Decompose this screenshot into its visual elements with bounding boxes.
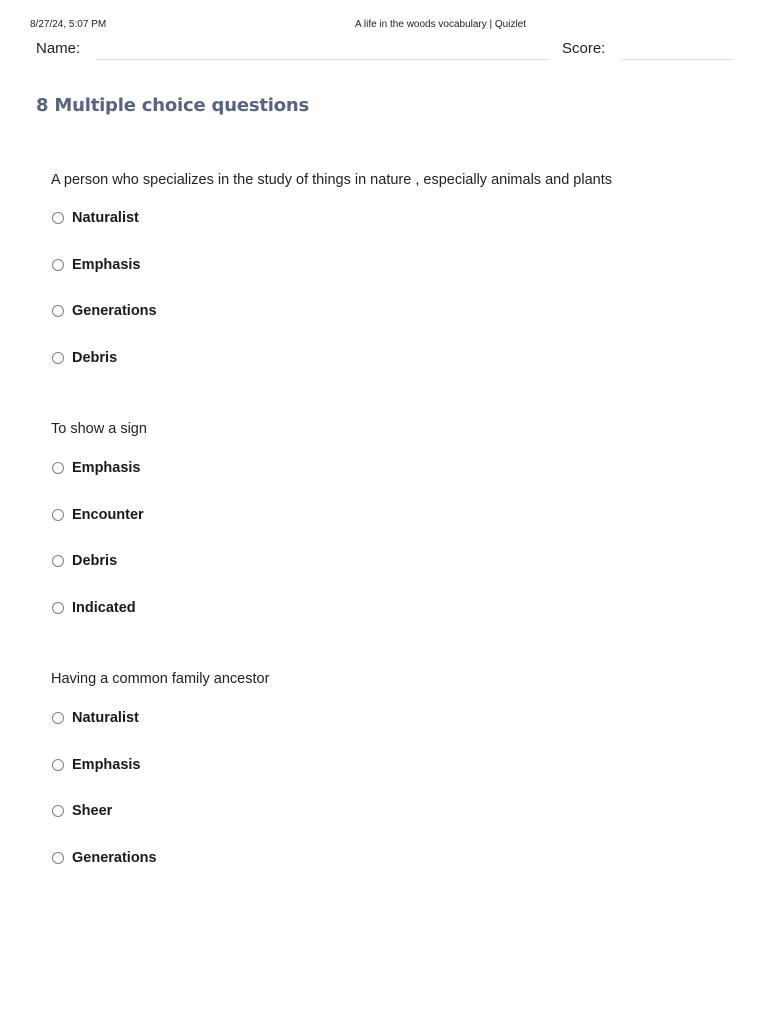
answer-option[interactable] (51, 195, 741, 242)
answer-option[interactable] (51, 742, 741, 789)
radio-circle-icon[interactable] (52, 805, 64, 817)
answer-option-label: Sheer (72, 803, 113, 820)
radio-circle-icon[interactable] (52, 509, 64, 521)
answer-option-label: Emphasis (72, 460, 141, 477)
answer-options (51, 695, 741, 881)
question-3 (51, 669, 741, 881)
print-page-title: A life in the woods vocabulary | Quizlet (355, 19, 527, 30)
answer-option[interactable] (51, 492, 741, 539)
answer-option[interactable] (51, 538, 741, 585)
answer-option-label: Debris (72, 553, 118, 570)
radio-circle-icon[interactable] (52, 212, 64, 224)
radio-circle-icon[interactable] (52, 852, 64, 864)
section-title: 8 Multiple choice questions (36, 95, 310, 116)
radio-circle-icon[interactable] (52, 712, 64, 724)
radio-circle-icon[interactable] (52, 602, 64, 614)
radio-circle-icon[interactable] (52, 462, 64, 474)
radio-circle-icon[interactable] (52, 259, 64, 271)
radio-circle-icon[interactable] (52, 759, 64, 771)
answer-option[interactable] (51, 788, 741, 835)
print-datetime: 8/27/24, 5:07 PM (30, 19, 107, 30)
answer-options (51, 445, 741, 631)
answer-option-label: Debris (72, 349, 118, 366)
answer-option-label: Generations (72, 303, 157, 320)
radio-circle-icon[interactable] (52, 352, 64, 364)
answer-option-label: Naturalist (72, 710, 139, 727)
radio-circle-icon[interactable] (52, 555, 64, 567)
answer-option-label: Indicated (72, 599, 136, 616)
question-prompt: Having a common family ancestor (51, 671, 270, 687)
score-label: Score: (562, 40, 606, 57)
radio-circle-icon[interactable] (52, 305, 64, 317)
answer-option[interactable] (51, 835, 741, 882)
question-prompt: A person who specializes in the study of things in nature , especially animals and plants (51, 172, 612, 188)
answer-option-label: Encounter (72, 506, 144, 523)
answer-option[interactable] (51, 242, 741, 289)
name-field-line (96, 59, 548, 60)
score-field-line (621, 59, 733, 60)
answer-option-label: Naturalist (72, 210, 139, 227)
answer-option[interactable] (51, 335, 741, 382)
print-header (0, 19, 768, 33)
name-score-row (36, 40, 736, 64)
answer-option-label: Emphasis (72, 756, 141, 773)
answer-option[interactable] (51, 445, 741, 492)
answer-option[interactable] (51, 288, 741, 335)
question-2 (51, 419, 741, 631)
answer-options (51, 195, 741, 381)
answer-option[interactable] (51, 585, 741, 632)
question-prompt: To show a sign (51, 421, 147, 437)
question-1 (51, 170, 741, 381)
answer-option[interactable] (51, 695, 741, 742)
answer-option-label: Generations (72, 849, 157, 866)
answer-option-label: Emphasis (72, 256, 141, 273)
name-label: Name: (36, 40, 81, 57)
